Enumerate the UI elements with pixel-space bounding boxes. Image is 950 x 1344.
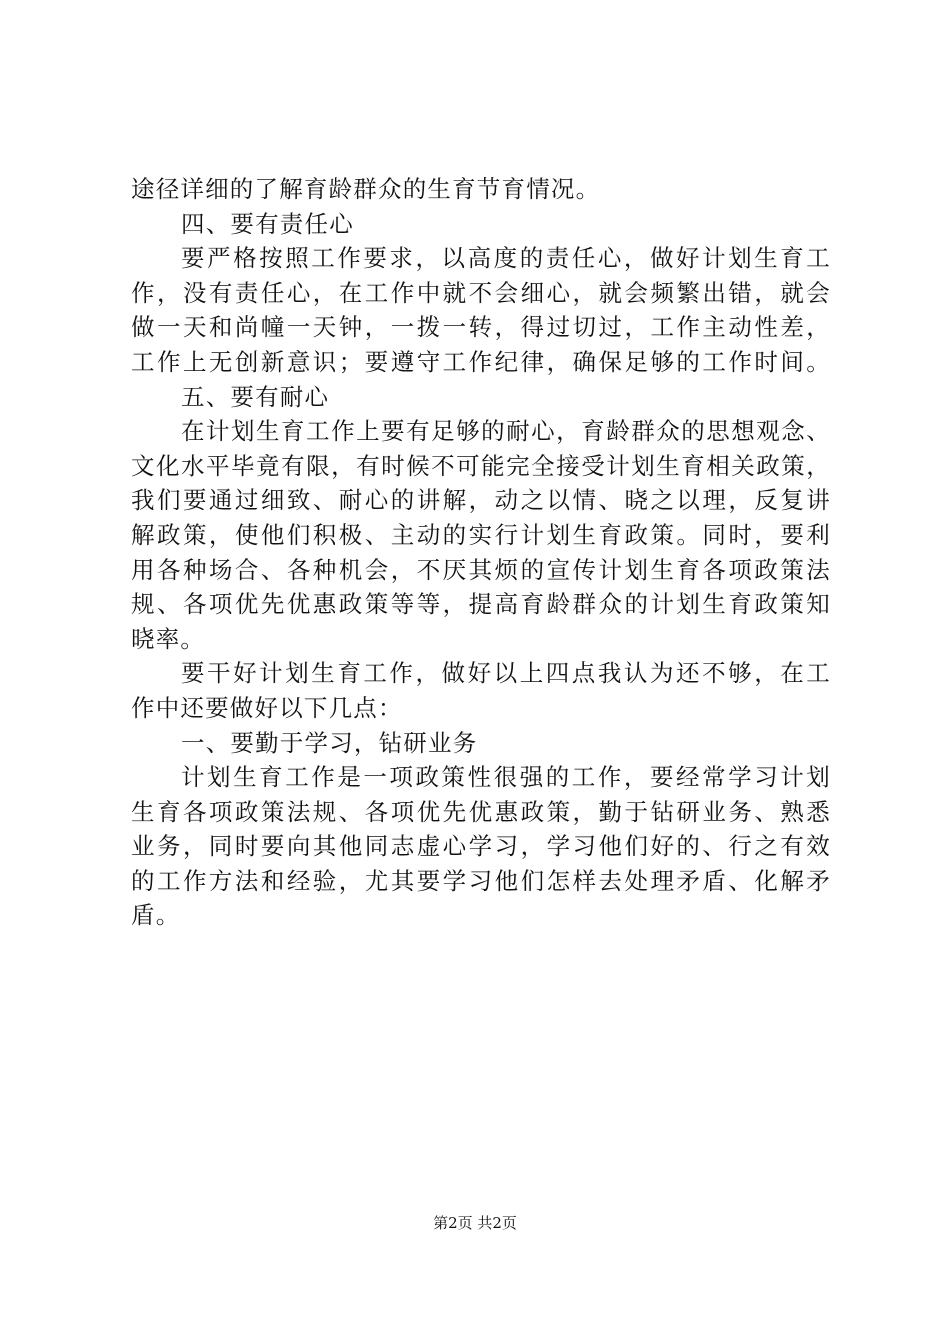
text-line: 四、要有责任心 xyxy=(181,209,354,238)
text-line: 晓率。 xyxy=(131,624,206,653)
document-body xyxy=(131,172,831,933)
text-line: 的工作方法和经验，尤其要学习他们怎样去处理矛盾、化解矛 xyxy=(131,866,831,895)
text-line: 作中还要做好以下几点： xyxy=(131,693,403,722)
text-line: 一、要勤于学习，钻研业务 xyxy=(181,728,478,757)
text-line: 工作上无创新意识；要遵守工作纪律，确保足够的工作时间。 xyxy=(131,347,831,376)
text-line: 作，没有责任心，在工作中就不会细心，就会频繁出错，就会 xyxy=(131,278,831,307)
text-line: 文化水平毕竟有限，有时候不可能完全接受计划生育相关政策， xyxy=(131,451,831,480)
text-line: 在计划生育工作上要有足够的耐心，育龄群众的思想观念、 xyxy=(181,417,831,446)
text-line: 计划生育工作是一项政策性很强的工作，要经常学习计划 xyxy=(181,763,831,792)
text-line: 业务，同时要向其他同志虚心学习，学习他们好的、行之有效 xyxy=(131,832,831,861)
text-line: 盾。 xyxy=(131,901,181,930)
text-line: 规、各项优先优惠政策等等，提高育龄群众的计划生育政策知 xyxy=(131,590,831,619)
text-line: 做一天和尚幢一天钟，一拨一转，得过切过，工作主动性差， xyxy=(131,313,831,342)
text-line: 途径详细的了解育龄群众的生育节育情况。 xyxy=(131,175,601,203)
text-line: 我们要通过细致、耐心的讲解，动之以情、晓之以理，反复讲 xyxy=(131,486,831,515)
text-line: 五、要有耐心 xyxy=(181,382,330,411)
text-line: 解政策，使他们积极、主动的实行计划生育政策。同时，要利 xyxy=(131,520,831,549)
page-number-footer: 第2页 共2页 xyxy=(433,1214,517,1232)
text-line: 生育各项政策法规、各项优先优惠政策，勤于钻研业务、熟悉 xyxy=(131,797,831,826)
text-line: 要干好计划生育工作，做好以上四点我认为还不够，在工 xyxy=(181,659,831,688)
text-line: 用各种场合、各种机会，不厌其烦的宣传计划生育各项政策法 xyxy=(131,555,831,584)
text-line: 要严格按照工作要求，以高度的责任心，做好计划生育工 xyxy=(181,244,831,273)
